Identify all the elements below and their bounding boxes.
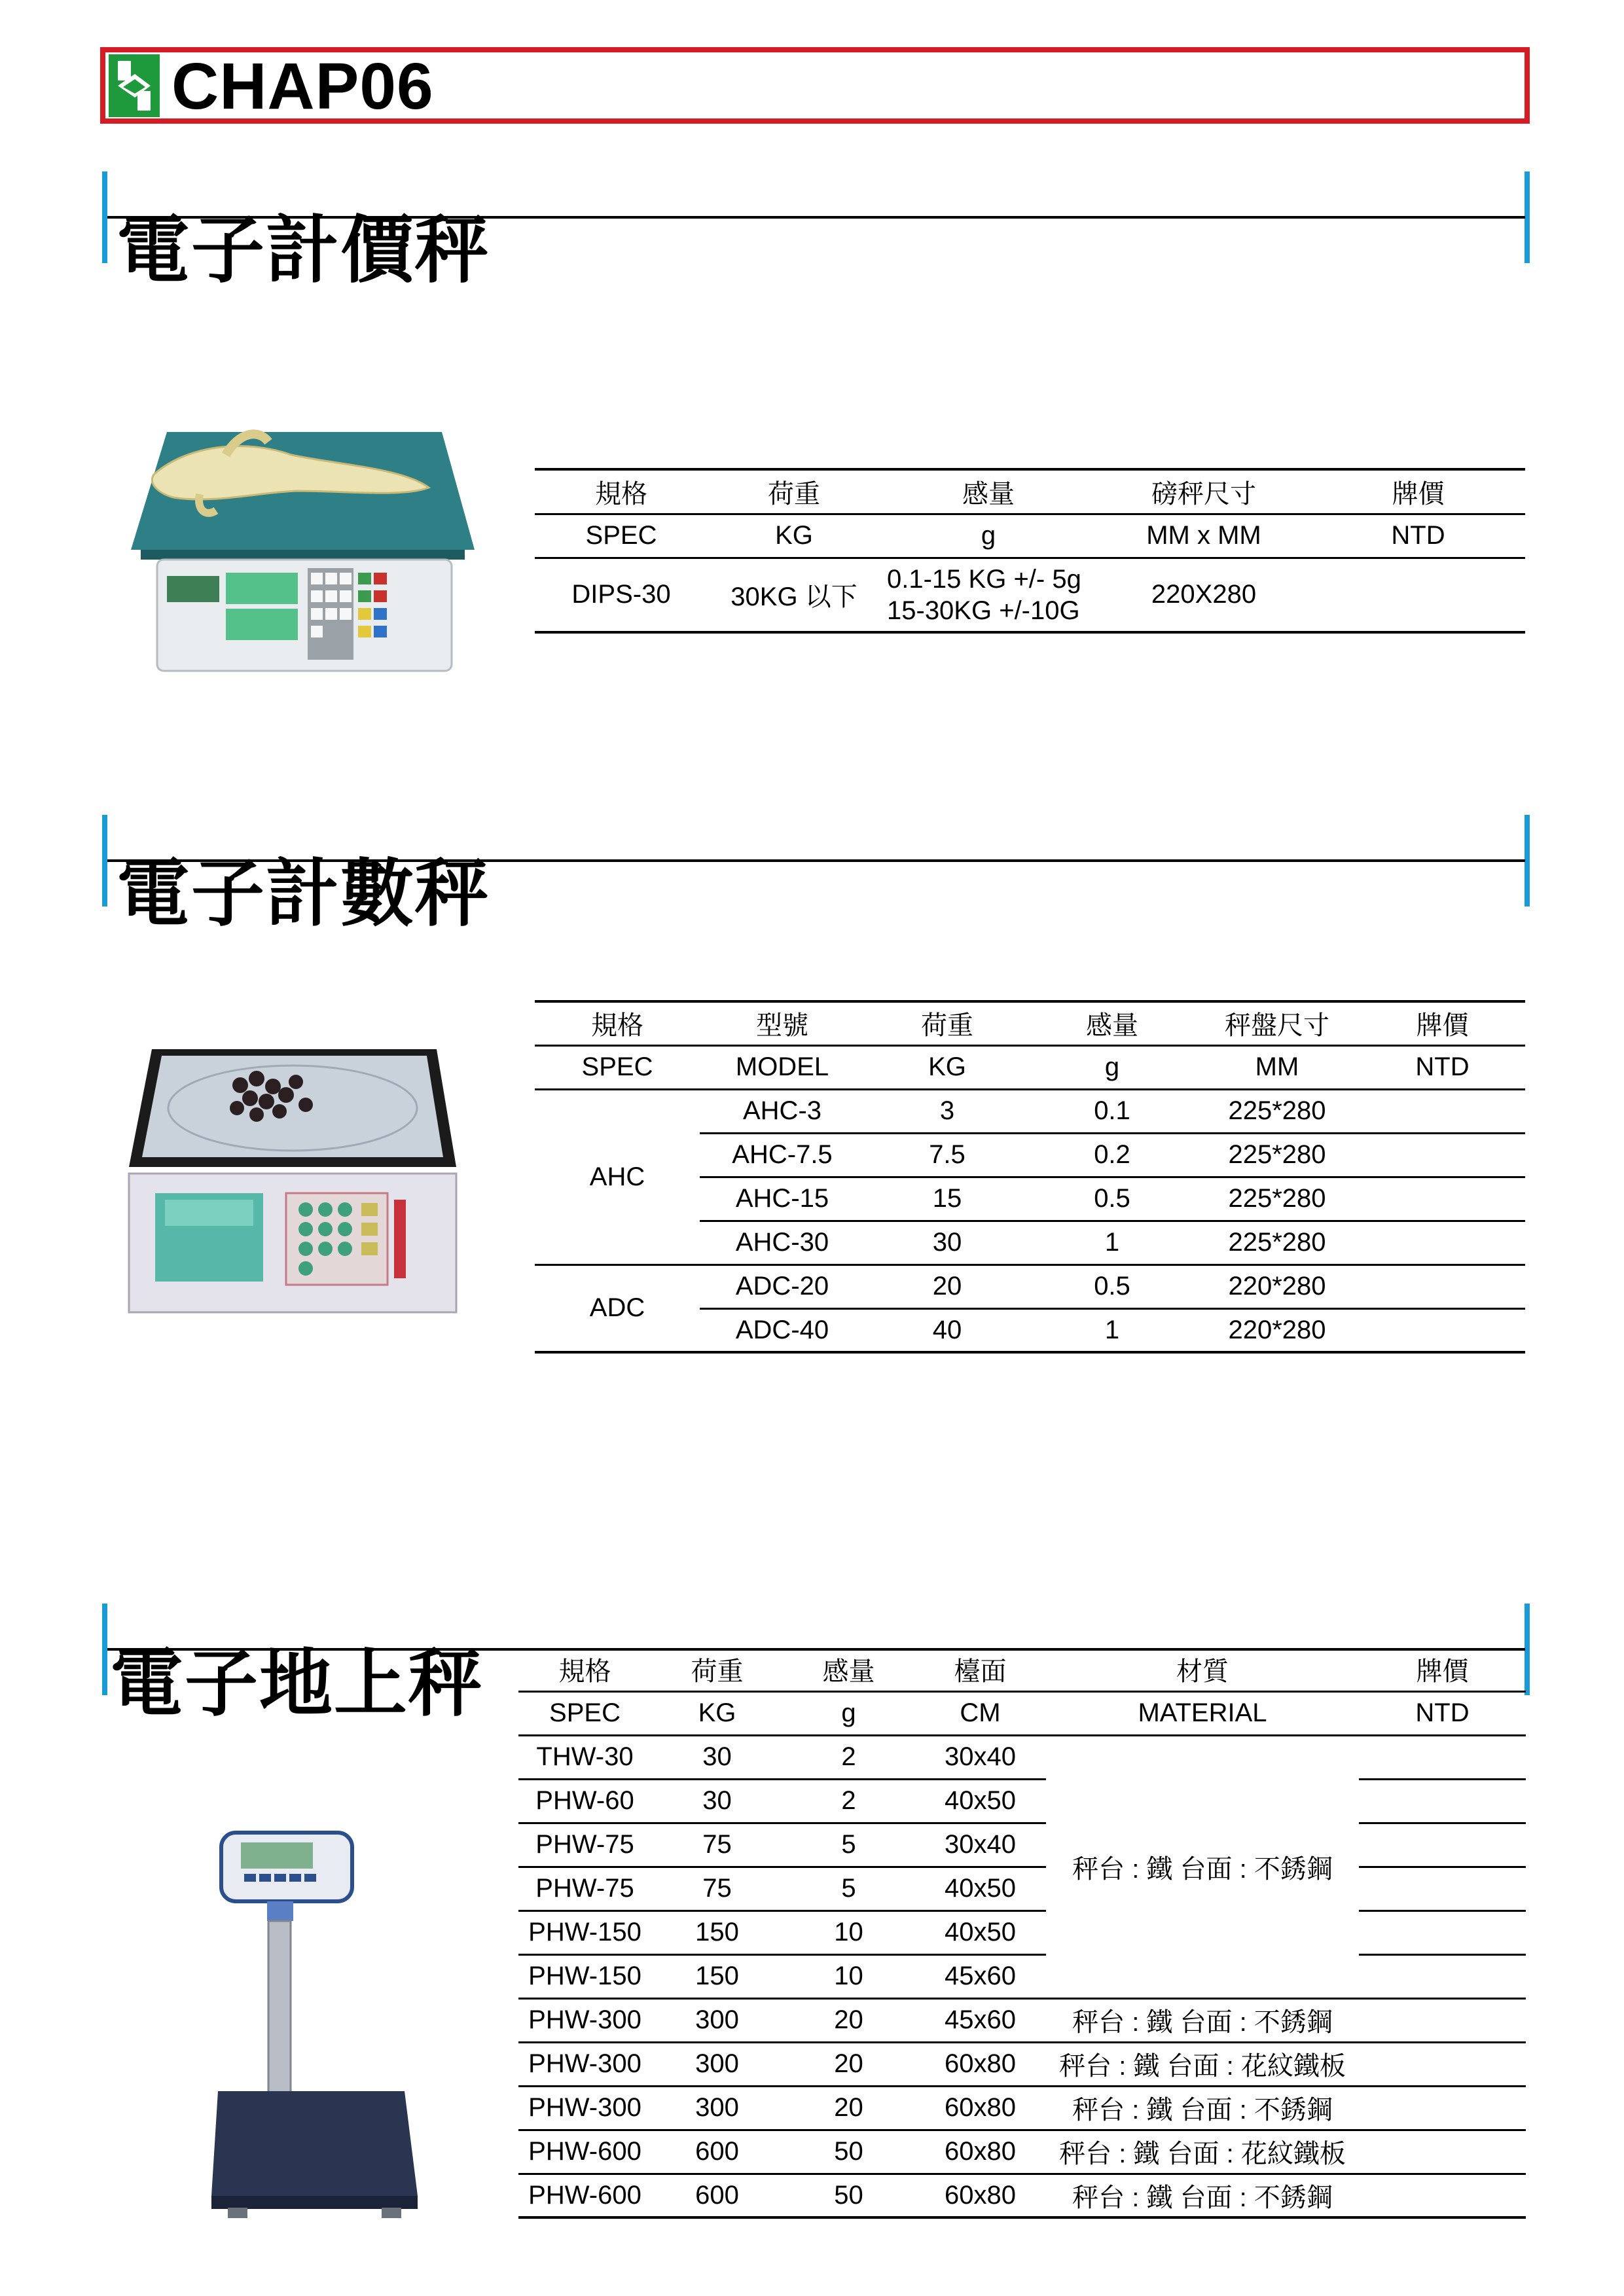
load-cell: 75 (651, 1867, 783, 1910)
model-cell: AHC-15 (700, 1177, 865, 1221)
load-cell: 3 (865, 1089, 1030, 1133)
sensitivity-line-1: 0.1-15 KG +/- 5g (887, 564, 1081, 594)
size-cell: 30x40 (914, 1823, 1046, 1867)
price-cell (1360, 1089, 1525, 1133)
price-cell (1359, 2042, 1526, 2086)
load-cell: 7.5 (865, 1133, 1030, 1177)
price-cell (1359, 1910, 1526, 1954)
group-cell: ADC (535, 1265, 700, 1352)
chapter-logo-icon (109, 54, 160, 117)
spec-cell: PHW-600 (518, 2174, 651, 2217)
table-row (518, 1735, 1526, 1779)
price-cell (1359, 1823, 1526, 1867)
table-header-row (535, 514, 1525, 558)
header-cell: SPEC (535, 514, 708, 558)
spec-cell: PHW-60 (518, 1779, 651, 1823)
price-cell (1359, 1779, 1526, 1823)
table-row (518, 1823, 1526, 1867)
group-cell: AHC (535, 1089, 700, 1265)
header-cell: 牌價 (1359, 1648, 1526, 1691)
sensitivity-cell: 50 (783, 2130, 914, 2174)
size-cell: 40x50 (914, 1779, 1046, 1823)
header-cell: CM (914, 1691, 1046, 1735)
table-row (535, 1089, 1525, 1133)
table-header-row (535, 1001, 1525, 1045)
size-cell: 45x60 (914, 1954, 1046, 1998)
sensitivity-cell (880, 558, 1096, 632)
header-cell: 牌價 (1311, 469, 1525, 514)
load-cell: 600 (651, 2174, 783, 2217)
spec-cell: PHW-150 (518, 1954, 651, 1998)
material-cell: 秤台 : 鐵 台面 : 花紋鐵板 (1046, 2042, 1359, 2086)
chapter-title: CHAP06 (171, 50, 434, 123)
header-cell: 牌價 (1360, 1001, 1525, 1045)
header-cell: 規格 (518, 1648, 651, 1691)
header-cell: MM x MM (1096, 514, 1311, 558)
load-cell: 30 (651, 1779, 783, 1823)
header-cell: MODEL (700, 1045, 865, 1089)
header-cell: 感量 (1030, 1001, 1195, 1045)
sensitivity-cell: 1 (1030, 1221, 1195, 1265)
section-bar-right (1525, 171, 1530, 263)
size-cell: 60x80 (914, 2130, 1046, 2174)
header-cell: MM (1195, 1045, 1360, 1089)
model-cell: AHC-7.5 (700, 1133, 865, 1177)
sensitivity-cell: 0.5 (1030, 1177, 1195, 1221)
size-cell: 60x80 (914, 2086, 1046, 2130)
header-cell: 荷重 (865, 1001, 1030, 1045)
table-row (518, 1998, 1526, 2042)
spec-cell: PHW-75 (518, 1823, 651, 1867)
spec-cell: PHW-600 (518, 2130, 651, 2174)
table-row (518, 1954, 1526, 1998)
spec-cell: PHW-300 (518, 2042, 651, 2086)
header-cell: 規格 (535, 469, 708, 514)
price-cell (1359, 1954, 1526, 1998)
header-cell: 檯面 (914, 1648, 1046, 1691)
spec-cell: PHW-300 (518, 1998, 651, 2042)
section-title-price-scale: 電子計價秤 (117, 209, 490, 291)
header-cell: 磅秤尺寸 (1096, 469, 1311, 514)
price-scale-table (535, 468, 1525, 634)
table-header-row (518, 1691, 1526, 1735)
sensitivity-cell: 0.1 (1030, 1089, 1195, 1133)
header-cell: 材質 (1046, 1648, 1359, 1691)
material-cell: 秤台 : 鐵 台面 : 不銹鋼 (1046, 1735, 1359, 1998)
table-header-row (518, 1648, 1526, 1691)
load-cell: 40 (865, 1308, 1030, 1352)
size-cell: 60x80 (914, 2174, 1046, 2217)
header-cell: KG (651, 1691, 783, 1735)
size-cell: 30x40 (914, 1735, 1046, 1779)
table-header-row (535, 469, 1525, 514)
table-row (518, 2042, 1526, 2086)
section-title-floor-scale: 電子地上秤 (110, 1643, 483, 1725)
size-cell: 220*280 (1195, 1308, 1360, 1352)
spec-cell: PHW-150 (518, 1910, 651, 1954)
header-cell: g (1030, 1045, 1195, 1089)
sensitivity-cell: 0.2 (1030, 1133, 1195, 1177)
material-cell: 秤台 : 鐵 台面 : 不銹鋼 (1046, 2174, 1359, 2217)
load-cell: 150 (651, 1910, 783, 1954)
table-row (518, 1779, 1526, 1823)
spec-cell: PHW-300 (518, 2086, 651, 2130)
table-row (518, 2130, 1526, 2174)
material-cell: 秤台 : 鐵 台面 : 花紋鐵板 (1046, 2130, 1359, 2174)
table-row (535, 1265, 1525, 1308)
header-cell: NTD (1311, 514, 1525, 558)
header-cell: SPEC (535, 1045, 700, 1089)
sensitivity-cell: 50 (783, 2174, 914, 2217)
load-cell: 30 (651, 1735, 783, 1779)
header-cell: 荷重 (651, 1648, 783, 1691)
table-row (518, 2086, 1526, 2130)
sensitivity-cell: 2 (783, 1779, 914, 1823)
material-cell: 秤台 : 鐵 台面 : 不銹鋼 (1046, 2086, 1359, 2130)
spec-cell: PHW-75 (518, 1867, 651, 1910)
price-cell (1359, 1735, 1526, 1779)
counting-scale-table (535, 1000, 1525, 1354)
header-cell: g (783, 1691, 914, 1735)
size-cell: 225*280 (1195, 1221, 1360, 1265)
price-cell (1359, 1998, 1526, 2042)
table-row (518, 1910, 1526, 1954)
size-cell: 225*280 (1195, 1089, 1360, 1133)
header-cell: 感量 (783, 1648, 914, 1691)
sensitivity-cell: 20 (783, 1998, 914, 2042)
load-cell: 30KG 以下 (708, 558, 880, 632)
load-cell: 300 (651, 2086, 783, 2130)
size-cell: 220*280 (1195, 1265, 1360, 1308)
section-bar-left (102, 1604, 107, 1695)
size-cell: 40x50 (914, 1910, 1046, 1954)
load-cell: 300 (651, 1998, 783, 2042)
sensitivity-cell: 20 (783, 2086, 914, 2130)
header-cell: KG (865, 1045, 1030, 1089)
load-cell: 20 (865, 1265, 1030, 1308)
header-cell: 型號 (700, 1001, 865, 1045)
load-cell: 15 (865, 1177, 1030, 1221)
spec-cell: DIPS-30 (535, 558, 708, 632)
spec-cell: THW-30 (518, 1735, 651, 1779)
table-row (535, 558, 1525, 632)
header-cell: 感量 (880, 469, 1096, 514)
sensitivity-cell: 5 (783, 1823, 914, 1867)
load-cell: 150 (651, 1954, 783, 1998)
model-cell: ADC-40 (700, 1308, 865, 1352)
header-cell: 秤盤尺寸 (1195, 1001, 1360, 1045)
sensitivity-line-2: 15-30KG +/-10G (887, 596, 1080, 625)
sensitivity-cell: 0.5 (1030, 1265, 1195, 1308)
price-cell (1359, 2174, 1526, 2217)
section-bar-left (102, 171, 107, 263)
model-cell: AHC-3 (700, 1089, 865, 1133)
price-cell (1360, 1221, 1525, 1265)
counting-scale-photo (126, 1046, 460, 1316)
load-cell: 75 (651, 1823, 783, 1867)
size-cell: 45x60 (914, 1998, 1046, 2042)
price-cell (1360, 1265, 1525, 1308)
header-cell: 荷重 (708, 469, 880, 514)
sensitivity-cell: 2 (783, 1735, 914, 1779)
price-cell (1359, 2086, 1526, 2130)
header-cell: NTD (1359, 1691, 1526, 1735)
load-cell: 600 (651, 2130, 783, 2174)
price-scale-photo (128, 419, 481, 674)
header-cell: NTD (1360, 1045, 1525, 1089)
table-header-row (535, 1045, 1525, 1089)
load-cell: 30 (865, 1221, 1030, 1265)
size-cell: 60x80 (914, 2042, 1046, 2086)
price-cell (1360, 1177, 1525, 1221)
size-cell: 225*280 (1195, 1133, 1360, 1177)
size-cell: 40x50 (914, 1867, 1046, 1910)
sensitivity-cell: 10 (783, 1910, 914, 1954)
price-cell (1359, 2130, 1526, 2174)
sensitivity-cell: 5 (783, 1867, 914, 1910)
header-cell: SPEC (518, 1691, 651, 1735)
price-cell (1359, 1867, 1526, 1910)
section-bar-right (1525, 815, 1530, 906)
section-title-counting-scale: 電子計數秤 (117, 853, 490, 935)
material-cell: 秤台 : 鐵 台面 : 不銹鋼 (1046, 1998, 1359, 2042)
header-cell: 規格 (535, 1001, 700, 1045)
sensitivity-cell: 10 (783, 1954, 914, 1998)
floor-scale-table (518, 1648, 1526, 2219)
model-cell: AHC-30 (700, 1221, 865, 1265)
table-row (518, 2174, 1526, 2217)
price-cell (1360, 1133, 1525, 1177)
load-cell: 300 (651, 2042, 783, 2086)
header-cell: g (880, 514, 1096, 558)
section-bar-left (102, 815, 107, 906)
sensitivity-cell: 20 (783, 2042, 914, 2086)
floor-scale-photo (208, 1829, 424, 2221)
size-cell: 225*280 (1195, 1177, 1360, 1221)
price-cell (1311, 558, 1525, 632)
model-cell: ADC-20 (700, 1265, 865, 1308)
sensitivity-cell: 1 (1030, 1308, 1195, 1352)
header-cell: KG (708, 514, 880, 558)
table-row (518, 1867, 1526, 1910)
size-cell: 220X280 (1096, 558, 1311, 632)
price-cell (1360, 1308, 1525, 1352)
header-cell: MATERIAL (1046, 1691, 1359, 1735)
